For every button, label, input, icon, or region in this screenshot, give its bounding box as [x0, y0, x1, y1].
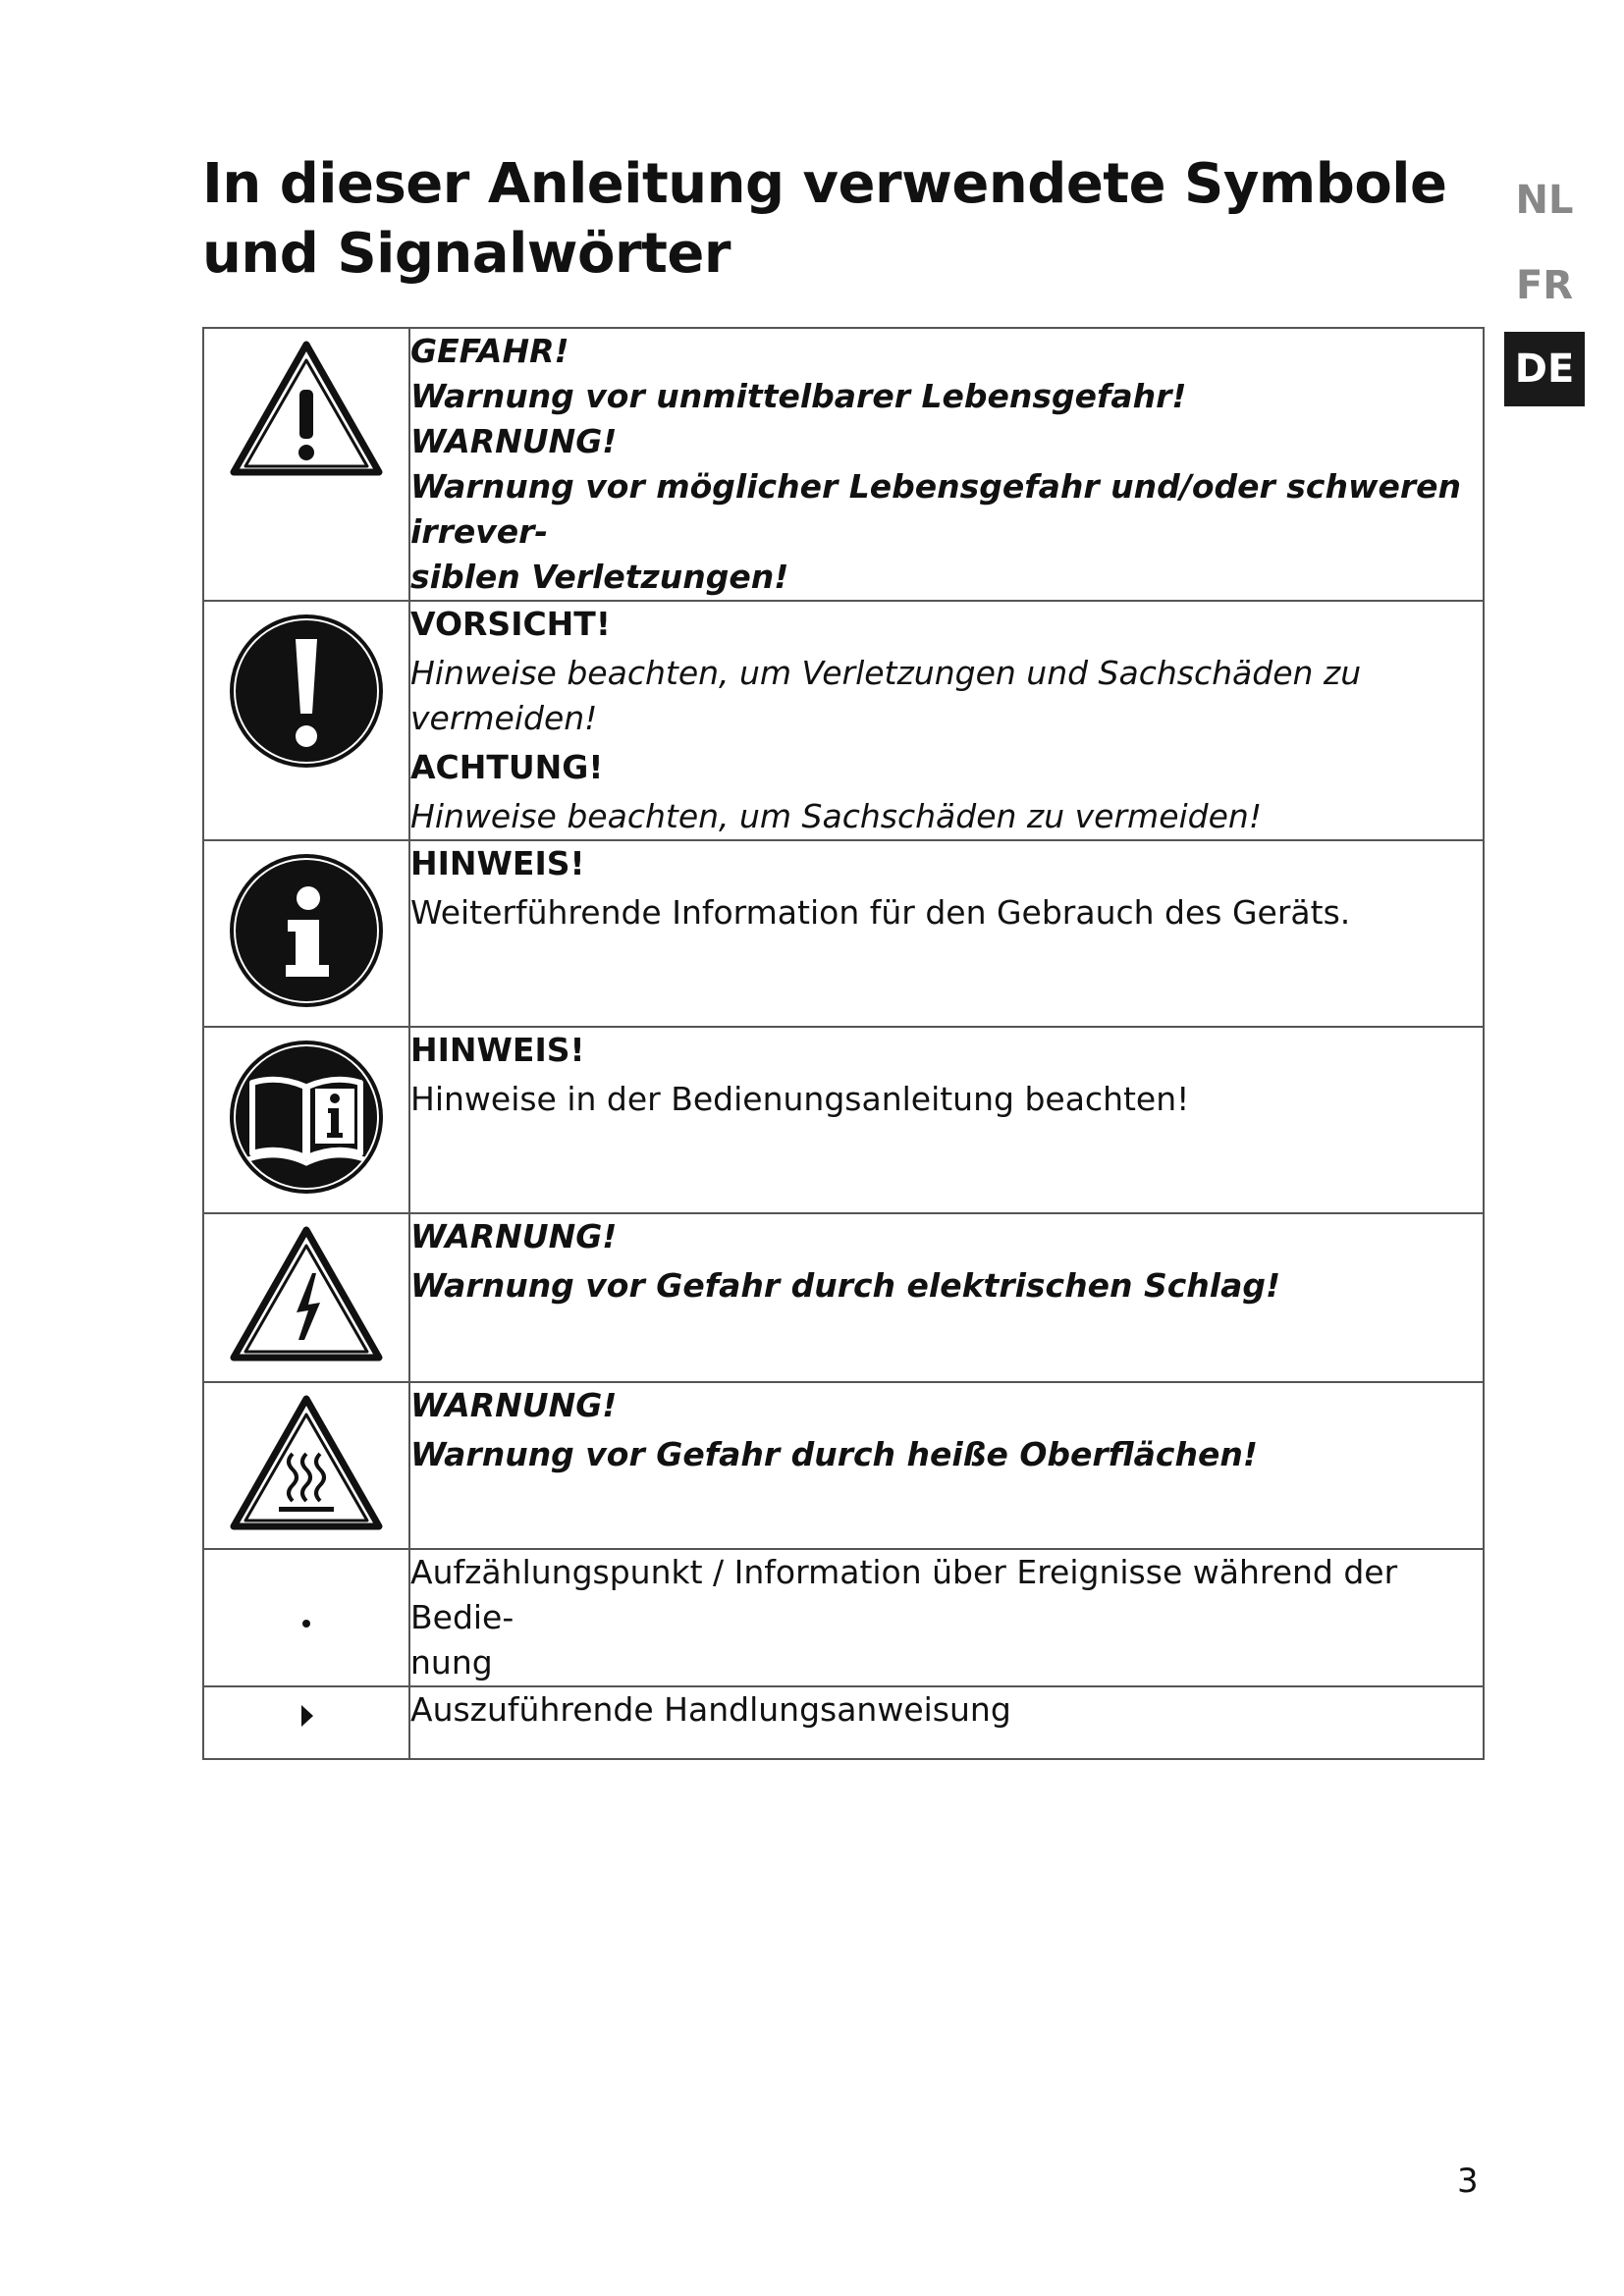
page-title: In dieser Anleitung verwendete Symbole und Signalwörter: [202, 152, 1447, 286]
table-row: [203, 840, 1484, 1027]
signal-word: GEFAHR!: [410, 332, 569, 370]
bullet-point-icon: [297, 1614, 316, 1633]
table-row: [203, 1382, 1484, 1549]
signal-word: HINWEIS!: [410, 1031, 585, 1069]
signal-word: WARNUNG!: [410, 422, 618, 460]
symbol-description: Aufzählungspunkt / Information über Ereignisse während der Bedie-: [410, 1553, 1398, 1636]
page-number: 3: [1457, 2162, 1479, 2201]
signal-word: ACHTUNG!: [410, 748, 604, 786]
signal-description: Warnung vor Gefahr durch heiße Oberflächen!: [410, 1435, 1258, 1473]
signal-description: Warnung vor Gefahr durch elektrischen Schlag!: [410, 1266, 1281, 1305]
action-arrow-icon: [295, 1701, 318, 1731]
circle-exclamation-icon: [227, 612, 386, 771]
signal-word: HINWEIS!: [410, 844, 585, 882]
language-tab-de[interactable]: DE: [1504, 332, 1585, 406]
circle-info-icon: [227, 851, 386, 1010]
table-row: [203, 1213, 1484, 1382]
symbol-description: Auszuführende Handlungsanweisung: [410, 1690, 1011, 1729]
language-tab-fr[interactable]: FR: [1515, 263, 1574, 308]
signal-description: Weiterführende Information für den Gebrauch des Geräts.: [410, 893, 1351, 932]
signal-description: Hinweise in der Bedienungsanleitung beachten!: [410, 1080, 1190, 1118]
signal-description: siblen Verletzungen!: [410, 558, 789, 596]
triangle-exclamation-icon: [228, 339, 385, 480]
language-tab-nl[interactable]: NL: [1515, 178, 1574, 223]
triangle-electric-shock-icon: [228, 1224, 385, 1365]
triangle-hot-surface-icon: [228, 1393, 385, 1534]
symbol-description: nung: [410, 1643, 493, 1682]
table-row: [203, 1027, 1484, 1213]
signal-word: WARNUNG!: [410, 1386, 618, 1424]
signal-description: Hinweise beachten, um Verletzungen und Sachschäden zu vermeiden!: [410, 654, 1362, 737]
signal-word: WARNUNG!: [410, 1217, 618, 1255]
manual-book-info-icon: [227, 1038, 386, 1197]
table-row: [203, 601, 1484, 840]
table-row: [203, 1549, 1484, 1686]
table-row: [203, 1686, 1484, 1759]
table-row: [203, 328, 1484, 601]
signal-description: Warnung vor unmittelbarer Lebensgefahr!: [410, 377, 1187, 415]
signal-word: VORSICHT!: [410, 605, 611, 643]
symbols-table: [202, 327, 1485, 1760]
signal-description: Warnung vor möglicher Lebensgefahr und/oder schweren irrever-: [410, 467, 1461, 551]
signal-description: Hinweise beachten, um Sachschäden zu vermeiden!: [410, 797, 1263, 835]
